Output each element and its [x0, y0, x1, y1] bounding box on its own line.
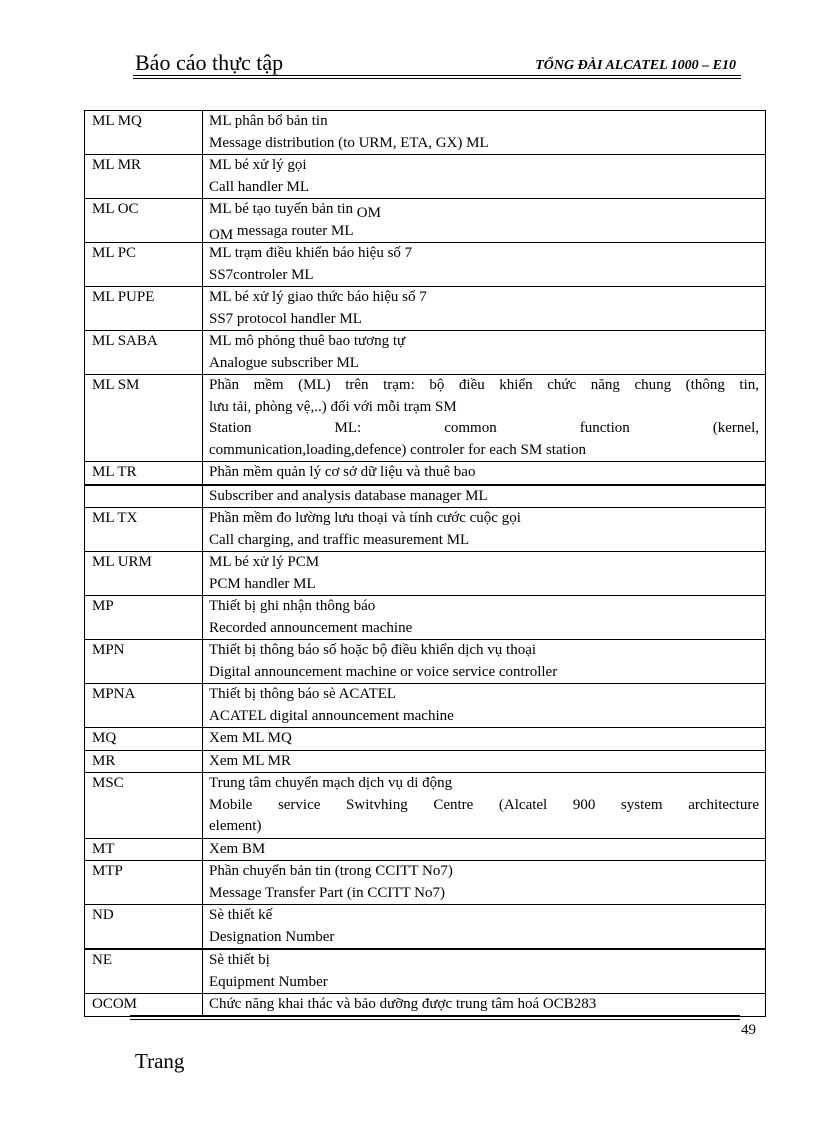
definition-line: Xem ML MQ [209, 730, 292, 746]
page-number: 49 [741, 1022, 756, 1038]
definition-cell [203, 485, 766, 508]
definition-cell [203, 838, 766, 861]
definition-cell [203, 331, 766, 375]
definition-line: ML phân bổ bản tin [209, 113, 328, 129]
term-cell: MT [85, 838, 203, 861]
definition-line: ML mô phỏng thuê bao tương tự [209, 333, 406, 349]
term-cell [85, 485, 203, 508]
term-cell: NE [85, 949, 203, 994]
definition-line: communication,loading,defence) controler for each SM station [209, 441, 586, 458]
table-row [85, 773, 766, 839]
definition-cell [203, 508, 766, 552]
definition-line: lưu tải, phòng vệ,..) đối với mỗi trạm SM [209, 398, 457, 415]
term-cell: ML MR [85, 155, 203, 199]
definition-cell [203, 773, 766, 839]
table-row [85, 243, 766, 287]
term-cell: ML OC [85, 199, 203, 243]
table-row [85, 508, 766, 552]
table-row [85, 485, 766, 508]
header-left-title: Báo cáo thực tập [135, 50, 284, 75]
definition-line: SS7controler ML [209, 266, 314, 283]
definition-line: ML bé xử lý PCM [209, 554, 320, 570]
definition-cell [203, 287, 766, 331]
definition-fragment: OM [356, 205, 381, 221]
definition-line: Xem ML MR [209, 752, 291, 769]
term-cell: ML TR [85, 462, 203, 485]
definition-fragment: OM [209, 226, 234, 243]
definition-line: Thiết bị thông báo số hoặc bộ điều khiển dịch vụ thoại [209, 642, 537, 658]
header-rule-bottom [133, 78, 741, 79]
table-row [85, 905, 766, 950]
definition-line: SS7 protocol handler ML [209, 310, 362, 327]
definition-line: Thiết bị ghi nhận thông báo [209, 598, 376, 614]
definition-line: Station ML: common function (kernel, [209, 420, 759, 436]
table-row [85, 640, 766, 684]
definition-line: ML bé xử lý giao thức báo hiệu số 7 [209, 289, 427, 305]
term-cell: MPNA [85, 684, 203, 728]
definition-cell [203, 596, 766, 640]
table-row [85, 552, 766, 596]
table-row [85, 994, 766, 1017]
footer-rule-bottom [130, 1019, 740, 1020]
term-cell: ML MQ [85, 111, 203, 155]
footer-label: Trang [135, 1049, 185, 1073]
table-row [85, 838, 766, 861]
definition-line: ACATEL digital announcement machine [209, 707, 454, 724]
table-row [85, 199, 766, 243]
definition-line: Analogue subscriber ML [209, 354, 359, 371]
definition-line: Chức năng khai thác và bảo dưỡng được trung tâm hoá OCB283 [209, 996, 597, 1012]
term-cell: MSC [85, 773, 203, 839]
table-row [85, 111, 766, 155]
definition-cell [203, 861, 766, 905]
definition-text: ML bé tạo tuyến bản tin [209, 201, 353, 217]
table-row [85, 684, 766, 728]
term-cell: ML PUPE [85, 287, 203, 331]
table-row [85, 596, 766, 640]
definition-line: Equipment Number [209, 973, 328, 990]
term-cell: ND [85, 905, 203, 950]
table-row [85, 949, 766, 994]
definition-line: Message Transfer Part (in CCITT No7) [209, 884, 445, 901]
definition-cell [203, 994, 766, 1017]
term-cell: MTP [85, 861, 203, 905]
term-cell: ML SM [85, 375, 203, 462]
term-cell: MPN [85, 640, 203, 684]
definition-line: Subscriber and analysis database manager ML [209, 487, 488, 504]
table-row [85, 462, 766, 485]
term-cell: MP [85, 596, 203, 640]
definition-cell [203, 462, 766, 485]
definition-cell [203, 684, 766, 728]
definition-cell [203, 552, 766, 596]
definition-line: ML bé xử lý gọi [209, 157, 307, 173]
table-row [85, 155, 766, 199]
glossary-table [84, 110, 766, 1017]
definition-line: ML trạm điều khiển báo hiệu số 7 [209, 245, 413, 261]
definition-line: Mobile service Switvhing Centre (Alcatel 900 system architecture [209, 796, 759, 813]
definition-line: Phần mềm đo lường lưu thoại và tính cước cuộc gọi [209, 510, 521, 526]
definition-line: Call handler ML [209, 178, 309, 195]
definition-line: Recorded announcement machine [209, 619, 413, 636]
definition-cell [203, 111, 766, 155]
table-row [85, 728, 766, 751]
definition-line: Thiết bị thông báo sè ACATEL [209, 686, 397, 702]
definition-cell [203, 728, 766, 751]
definition-line: Digital announcement machine or voice service controller [209, 663, 558, 680]
header-rule-top [133, 75, 741, 76]
definition-cell [203, 640, 766, 684]
definition-cell [203, 750, 766, 773]
definition-cell [203, 155, 766, 199]
term-cell: ML TX [85, 508, 203, 552]
footer-rule-top [130, 1015, 740, 1016]
definition-line [209, 199, 759, 221]
definition-line: Message distribution (to URM, ETA, GX) ML [209, 134, 489, 151]
definition-line: Sè thiết bị [209, 952, 270, 968]
table-row [85, 375, 766, 462]
definition-line: Phần chuyển bản tin (trong CCITT No7) [209, 863, 453, 879]
term-cell: MQ [85, 728, 203, 751]
term-cell: ML SABA [85, 331, 203, 375]
definition-line: element) [209, 818, 262, 834]
term-cell: MR [85, 750, 203, 773]
definition-cell [203, 243, 766, 287]
definition-line: PCM handler ML [209, 575, 316, 592]
definition-cell [203, 199, 766, 243]
header-right-title: TỔNG ĐÀI ALCATEL 1000 – E10 [535, 58, 736, 73]
definition-line: Trung tâm chuyển mạch dịch vụ di động [209, 775, 453, 791]
definition-cell [203, 949, 766, 994]
definition-line: Designation Number [209, 928, 335, 945]
table-row [85, 861, 766, 905]
term-cell: ML URM [85, 552, 203, 596]
definition-text: messaga router ML [236, 222, 354, 239]
definition-line [209, 221, 759, 243]
definition-line: Xem BM [209, 840, 266, 857]
term-cell: ML PC [85, 243, 203, 287]
table-row [85, 750, 766, 773]
definition-line: Call charging, and traffic measurement ML [209, 531, 470, 548]
definition-cell [203, 375, 766, 462]
table-row [85, 331, 766, 375]
definition-cell [203, 905, 766, 950]
definition-line: Phần mềm quản lý cơ sở dữ liệu và thuê bao [209, 464, 476, 480]
definition-line: Phần mềm (ML) trên trạm: bộ điều khiển chức năng chung (thông tin, [209, 377, 759, 393]
term-cell: OCOM [85, 994, 203, 1017]
definition-line: Sè thiết kế [209, 907, 273, 923]
table-row [85, 287, 766, 331]
